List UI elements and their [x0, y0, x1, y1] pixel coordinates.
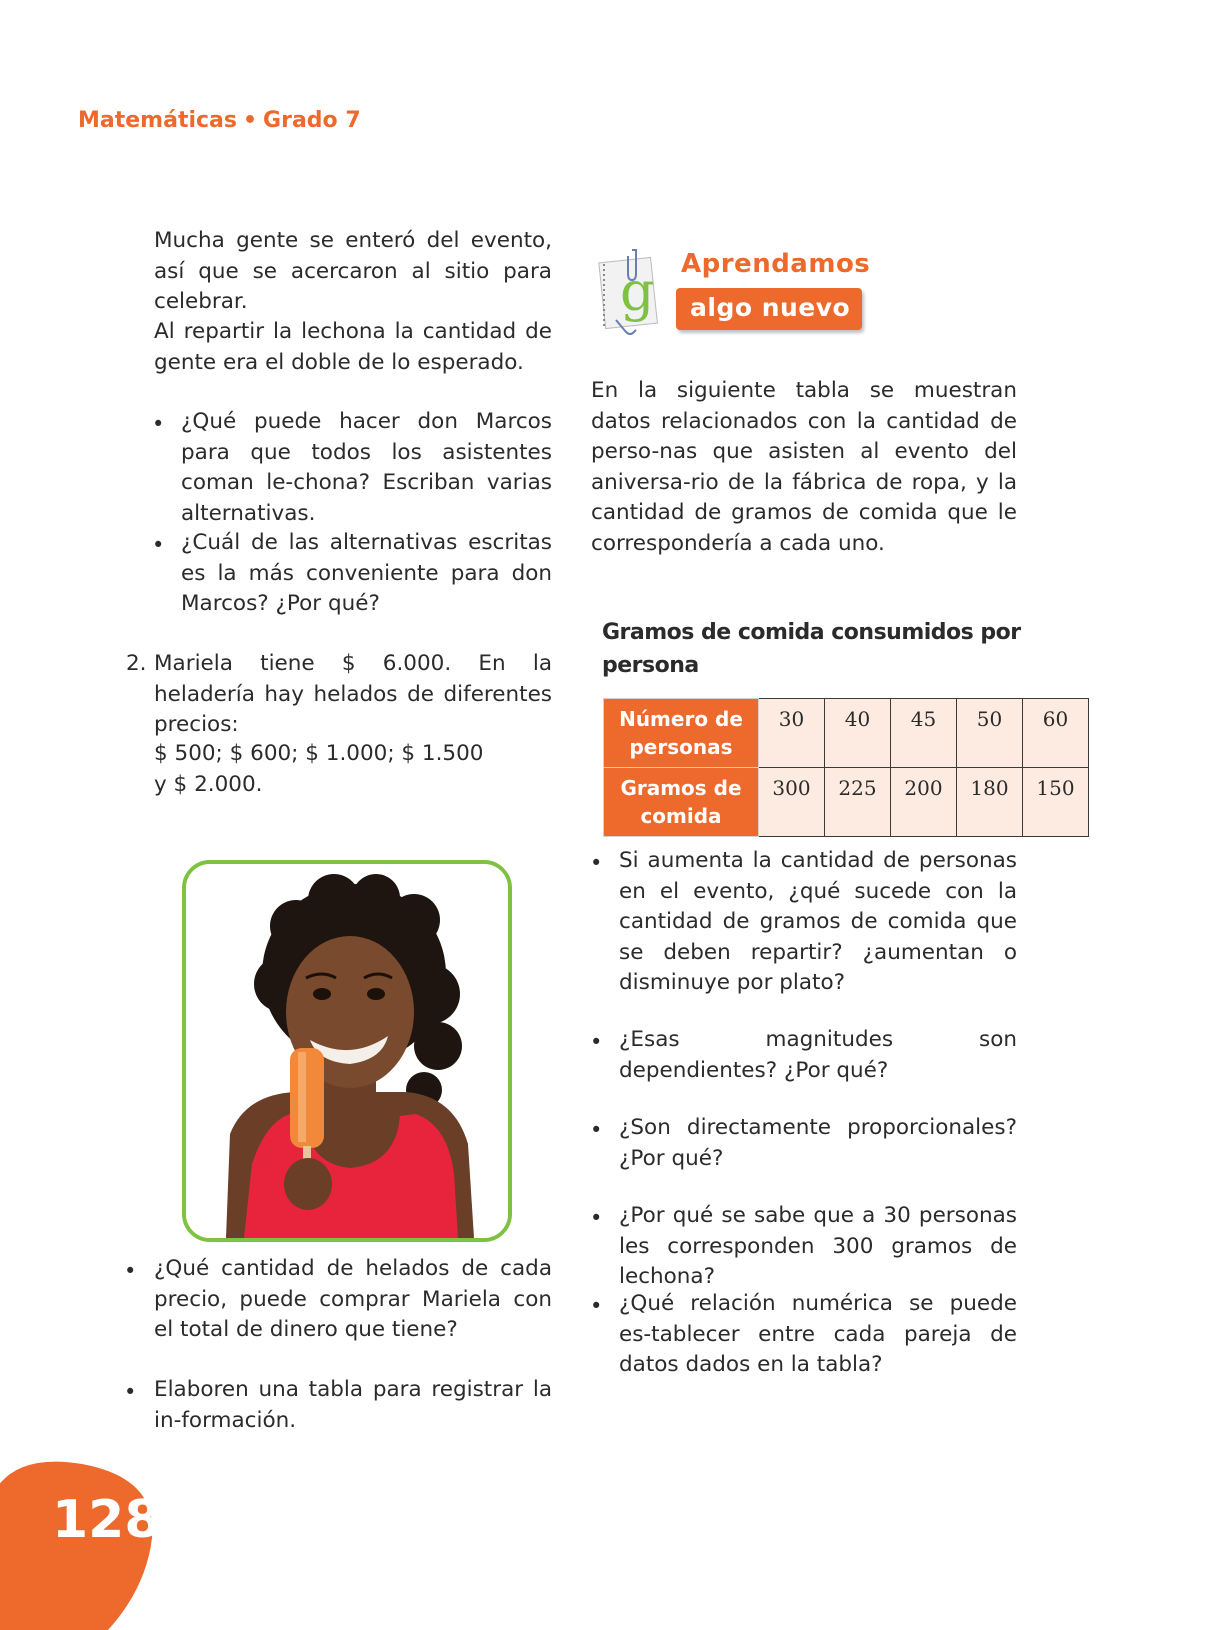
- section-title: Aprendamos: [681, 249, 871, 279]
- row-header-gramos: Gramos de comida: [604, 768, 759, 837]
- question-ice-cream-quantity: ¿Qué cantidad de helados de cada precio, puede comprar Mariela con el total de dinero que tiene?: [154, 1256, 552, 1342]
- bullet-marker: •: [124, 1259, 137, 1283]
- bullet-marker: •: [152, 412, 165, 436]
- header-separator: •: [242, 108, 258, 133]
- paragraph-lechona: Al repartir la lechona la cantidad de gente era el doble de lo esperado.: [154, 319, 552, 375]
- girl-with-popsicle-illustration: [186, 864, 508, 1238]
- running-header: [78, 108, 361, 133]
- subject-label: Matemáticas: [78, 108, 237, 133]
- question-numeric-relation: ¿Qué relación numérica se puede es-tablecer entre cada pareja de datos dados en la tabla?: [619, 1291, 1017, 1377]
- cell-personas: 60: [1023, 699, 1089, 768]
- cell-personas: 45: [891, 699, 957, 768]
- cell-gramos: 225: [825, 768, 891, 837]
- paragraph-event: Mucha gente se enteró del evento, así que se acercaron al sitio para celebrar.: [154, 228, 552, 314]
- table-intro: En la siguiente tabla se muestran datos relacionados con la cantidad de perso-nas que asisten al evento del aniversa-rio de la fábrica de ropa, y la cantidad de gramos de comida que le correspondería a cada uno.: [591, 378, 1017, 556]
- bullet-marker: •: [590, 851, 603, 875]
- question-best-alternative: ¿Cuál de las alternativas escritas es la más conveniente para don Marcos? ¿Por qué?: [181, 530, 552, 616]
- cell-personas: 40: [825, 699, 891, 768]
- table-row: [604, 768, 1089, 837]
- cell-personas: 50: [957, 699, 1023, 768]
- bullet-marker: •: [152, 533, 165, 557]
- problem-mariela: Mariela tiene $ 6.000. En la heladería hay helados de diferentes precios:: [154, 651, 552, 737]
- question-make-table: Elaboren una tabla para registrar la in-formación.: [154, 1377, 552, 1433]
- food-per-person-table: [603, 698, 1089, 837]
- bullet-marker: •: [590, 1206, 603, 1230]
- question-dependent: ¿Esas magnitudes son dependientes? ¿Por qué?: [619, 1027, 1017, 1083]
- table-row: [604, 699, 1089, 768]
- grade-label: Grado 7: [263, 108, 361, 133]
- bullet-marker: •: [590, 1294, 603, 1318]
- question-proportional: ¿Son directamente proporcionales? ¿Por qué?: [619, 1115, 1017, 1171]
- cell-gramos: 200: [891, 768, 957, 837]
- cell-gramos: 300: [759, 768, 825, 837]
- notebook-g-icon: [596, 246, 666, 338]
- question-increase: Si aumenta la cantidad de personas en el evento, ¿qué sucede con la cantidad de gramos de comida que se deben repartir? ¿aumentan o disminuye por plato?: [619, 848, 1017, 995]
- badge-letter: g: [620, 260, 655, 323]
- table-title: Gramos de comida consumidos por persona: [602, 620, 1021, 678]
- question-30-persons: ¿Por qué se sabe que a 30 personas les corresponden 300 gramos de lechona?: [619, 1203, 1017, 1289]
- item-number: 2.: [126, 651, 147, 676]
- page-number: 128: [52, 1490, 161, 1550]
- question-alternatives: ¿Qué puede hacer don Marcos para que todos los asistentes coman le-chona? Escriban varias alternativas.: [181, 409, 552, 526]
- section-subtitle: algo nuevo: [676, 288, 862, 330]
- cell-gramos: 180: [957, 768, 1023, 837]
- cell-gramos: 150: [1023, 768, 1089, 837]
- ice-cream-prices: $ 500; $ 600; $ 1.000; $ 1.500 y $ 2.000.: [154, 741, 484, 797]
- row-header-personas: Número de personas: [604, 699, 759, 768]
- bullet-marker: •: [590, 1030, 603, 1054]
- cell-personas: 30: [759, 699, 825, 768]
- bullet-marker: •: [124, 1380, 137, 1404]
- girl-photo: [182, 860, 512, 1242]
- bullet-marker: •: [590, 1118, 603, 1142]
